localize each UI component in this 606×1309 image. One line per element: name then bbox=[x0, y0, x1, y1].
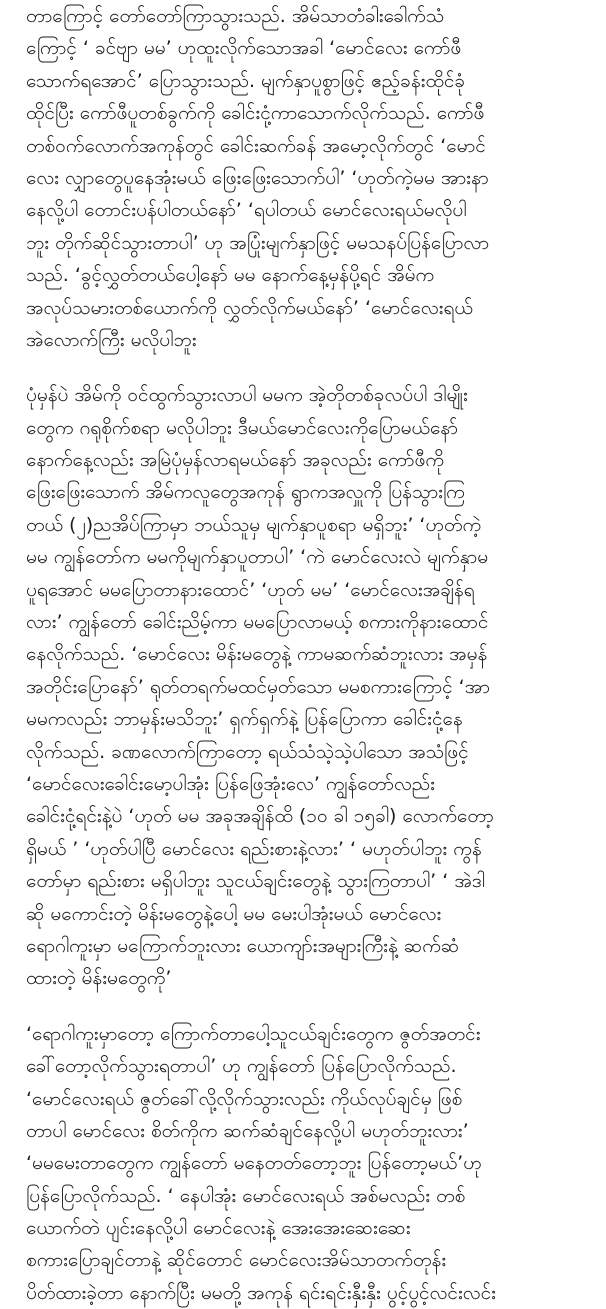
text-line: ‘မောင်လေးရယ် ဇွတ်ခေါ်လို့လိုက်သွားလည်း ကိုယ်လုပ်ချင်မှ ဖြစ် bbox=[26, 1087, 463, 1110]
text-line: ပိတ်ထားခဲ့တာ နောက်ပြီး မမတို့ အကုန် ရင်းရင်းနှီးနှီး ပွင့်ပွင့်လင်းလင်း bbox=[26, 1281, 496, 1304]
text-line: နောက်နေ့လည်း အမြဲပုံမှန်လာရမယ်နော် အခုလည်း ကော်ဖီကို bbox=[26, 449, 444, 472]
text-line: ကြောင့် ‘ ခင်ဗျာ မမ’ ဟုထူးလိုက်သောအခါ ‘မောင်လေး ကော်ဖီ bbox=[26, 37, 462, 60]
text-line: ဘူး တိုက်ဆိုင်သွားတာပါ’ ဟု အပြုံးမျက်နှာဖြင့် မမသနပ်ပြန်ပြောလာ bbox=[26, 231, 490, 254]
text-line: ထားတဲ့ မိန်းမတွေကို’ bbox=[26, 967, 172, 990]
text-line: တယ် (၂)ညအိပ်ကြာမှာ ဘယ်သူမှ မျက်နှာပူစရာ မရှိဘူး’ ‘ဟုတ်ကဲ့ bbox=[26, 513, 482, 536]
text-line: ယောက်တဲ ပျင်းနေလို့ပါ မောင်လေးနဲ့ အေးအေးဆေးဆေး bbox=[26, 1217, 411, 1240]
text-line: လိုက်သည်. ခဏလောက်ကြာတော့ ရယ်သံသဲ့သဲ့ပါသော အသံဖြင့် bbox=[26, 740, 469, 763]
text-line: ပြန်ပြောလိုက်သည်. ‘ နေပါအုံး မောင်လေးရယ် အစ်မလည်း တစ် bbox=[26, 1184, 466, 1207]
text-line: တွေက ဂရုစိုက်စရာ မလိုပါဘူး ဒီမယ်မောင်လေးကိုပြောမယ်နော် bbox=[26, 416, 458, 439]
text-line: အတိုင်းပြောနော်’ ရုတ်တရက်မထင်မှတ်သော မမစကားကြောင့် ‘အာ bbox=[26, 675, 490, 698]
text-line: တာကြောင့် တော်တော်ကြာသွားသည်. အိမ်သာတံခါးခေါက်သံ bbox=[26, 5, 445, 27]
text-line: ဆို မကောင်းတဲ့ မိန်းမတွေနဲ့ပေါ့ မမ မေးပါအုံးမယ် မောင်လေး bbox=[26, 902, 442, 925]
text-line: တစ်ဝက်လောက်အကုန်တွင် ခေါင်းဆက်ခန် အမော့လိုက်တွင် ‘မောင် bbox=[26, 134, 486, 157]
text-line: ဖြေးဖြေးသောက် အိမ်ကလူတွေအကုန် ရွာကအလှူကို ပြန်သွားကြ bbox=[26, 481, 465, 504]
text-line: ‘မမမေးတာတွေက ကျွန်တော် မနေတတ်တော့ဘူး ပြန်တော့မယ်’ဟု bbox=[26, 1152, 482, 1175]
text-line: သောက်ရအောင်’ ပြောသွားသည်. မျက်နှာပူစွာဖြင့် ဧည့်ခန်းထိုင်ခုံ bbox=[26, 69, 466, 92]
text-line: ပုံမှန်ပဲ အိမ်ကို ဝင်ထွက်သွားလာပါ မမက အဲ့တိုတစ်ခုလပ်ပါ ဒါမျိုး bbox=[26, 384, 468, 407]
text-line: ‘ရောဂါကူးမှာတော့ ကြောက်တာပေါ့သူငယ်ချင်းတွေက ဇွတ်အတင်း bbox=[26, 1022, 481, 1045]
text-line: နေလို့ပါ တောင်းပန်ပါတယ်နော်’ ‘ရပါတယ် မောင်လေးရယ်မလိုပါ bbox=[26, 199, 467, 222]
text-line: ပူရအောင် မမပြောတာနားထောင်’ ‘ဟုတ် မမ’ ‘မောင်လေးအချိန်ရ bbox=[26, 578, 475, 601]
text-line: ခေါ်တော့လိုက်သွားရတာပါ’ ဟု ကျွန်တော် ပြန်ပြောလိုက်သည်. bbox=[26, 1055, 457, 1078]
text-line: နေလိုက်သည်. ‘မောင်လေး မိန်းမတွေနဲ့ ကာမဆက်ဆံဘူးလား အမှန် bbox=[26, 643, 488, 666]
paragraph-1 bbox=[26, 0, 588, 356]
text-line: တော်မှာ ရည်းစား မရှိပါဘူး သူငယ်ချင်းတွေနဲ့ သွားကြတာပါ’ ‘ အဲဒါ bbox=[26, 870, 485, 893]
text-line: လေး လျှာတွေပူနေအုံးမယ် ဖြေးဖြေးသောက်ပါ’ ‘ဟုတ်ကဲ့မမ အားနာ bbox=[26, 166, 489, 189]
text-line: သည်. ‘ခွင့်လွှတ်တယ်ပေါ့နော် မမ နောက်နေ့မှန်ပို့ရင် အိမ်က bbox=[26, 264, 435, 287]
text-line: လား’ ကျွန်တော် ခေါင်းညိမ့်ကာ မမပြောလာမယ့် စကားကိုနားထောင် bbox=[26, 611, 489, 634]
text-line: ထိုင်ပြီး ကော်ဖီပူတစ်ခွက်ကို ခေါင်းငုံ့ကာသောက်လိုက်သည်. ကော်ဖီ bbox=[26, 102, 485, 125]
paragraph-2 bbox=[26, 379, 588, 994]
text-line: ရောဂါကူးမှာ မကြောက်ဘူးလား ယောကျာ်းအများကြီးနဲ့ ဆက်ဆံ bbox=[26, 934, 460, 957]
text-line: အဲလောက်ကြီး မလိုပါဘူး bbox=[26, 328, 197, 351]
text-line: တာပါ မောင်လေး စိတ်ကိုက ဆက်ဆံချင်နေလို့ပါ မဟုတ်ဘူးလား’ bbox=[26, 1119, 469, 1142]
text-line: စကားပြောချင်တာနဲ့ ဆိုင်တောင် မောင်လေးအိမ်သာတက်တုန်း bbox=[26, 1249, 447, 1272]
text-line: အလုပ်သမားတစ်ယောက်ကို လွှတ်လိုက်မယ်နော်’ ‘မောင်လေးရယ် bbox=[26, 296, 473, 319]
text-line: မမကလည်း ဘာမှန်းမသိဘူး’ ရှက်ရှက်နဲ့ ပြန်ပြောကာ ခေါင်းငုံ့နေ bbox=[26, 708, 463, 731]
text-line: ‘မောင်လေးခေါင်းမော့ပါအုံး ပြန်ဖြေအုံးလေ’ ကျွန်တော်လည်း bbox=[26, 772, 435, 795]
paragraph-3 bbox=[26, 1018, 588, 1309]
text-line: ရှိမယ် ’ ‘ဟုတ်ပါပြီ မောင်လေး ရည်းစားနဲ့လား’ ‘ မဟုတ်ပါဘူး ကွန် bbox=[26, 837, 482, 860]
text-line: ခေါင်းငုံ့ရင်းနဲ့ပဲ ‘ဟုတ် မမ အခုအချိန်ထိ (၁၀ ခါ ၁၅ခါ) လောက်တော့ bbox=[26, 805, 494, 828]
text-line: မမ ကျွန်တော်က မမကိုမျက်နှာပူတာပါ’ ‘ကဲ မောင်လေးလဲ မျက်နှာမ bbox=[26, 546, 489, 569]
